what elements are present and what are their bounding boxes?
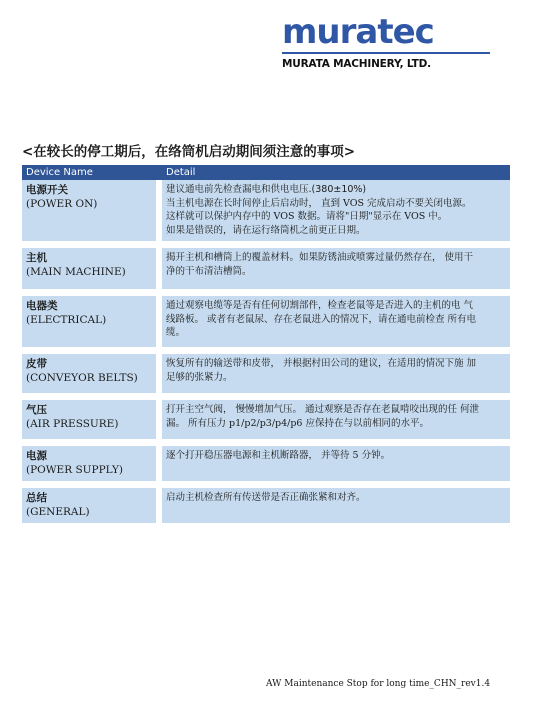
muratec-logo [282, 14, 522, 70]
device-name-cell [22, 443, 159, 485]
device-name-en: (POWER SUPPLY) [26, 464, 123, 476]
detail-cell [159, 245, 510, 293]
device-name-cn: 总结 [26, 492, 47, 504]
device-name-cell [22, 397, 159, 443]
device-name-cn: 主机 [26, 252, 47, 264]
detail-cell [159, 293, 510, 351]
detail-line: 足够的张紧力。 [166, 371, 233, 383]
device-name-cn: 电器类 [26, 300, 58, 312]
table-row [22, 485, 510, 524]
device-name-cn: 电源开关 [26, 184, 68, 196]
detail-line: 通过观察电缆等是否有任何切割部件，检查老鼠等是否进入的主机的电 气 [166, 300, 474, 311]
detail-line: 漏。 所有压力 p1/p2/p3/p4/p6 应保持在与以前相同的水平。 [166, 417, 429, 429]
device-name-cn: 气压 [26, 404, 47, 416]
device-name-en: (ELECTRICAL) [26, 314, 107, 326]
detail-line: 缆。 [166, 327, 186, 338]
detail-line: 净的干布清洁槽筒。 [166, 265, 252, 277]
device-name-cell [22, 351, 159, 397]
detail-cell [159, 351, 510, 397]
device-name-cn: 皮带 [26, 358, 47, 370]
detail-line: 打开主空气阀， 慢慢增加气压。 通过观察是否存在老鼠啃咬出现的任 何泄 [166, 404, 480, 415]
detail-cell [159, 397, 510, 443]
logo-rule [282, 52, 490, 54]
table-header-row [22, 165, 510, 180]
device-name-cell [22, 485, 159, 524]
detail-line: 当主机电源在长时间停止后启动时， 直到 VOS 完成启动不要关闭电源。 [166, 197, 472, 209]
page-title: <在较长的停工期后，在络筒机启动期间须注意的事项> [22, 144, 356, 160]
header-device-name: Device Name [22, 165, 159, 180]
table-row [22, 245, 510, 293]
company-name: MURATA MACHINERY, LTD. [282, 58, 431, 70]
logo-wordmark: muratec [282, 12, 434, 52]
detail-cell [159, 443, 510, 485]
detail-cell [159, 180, 510, 245]
footer-doc-id: AW Maintenance Stop for long time_CHN_rev1.4 [266, 679, 491, 689]
device-name-cell [22, 180, 159, 245]
detail-cell [159, 485, 510, 524]
detail-line: 这样就可以保护内存中的 VOS 数据。请将"日期"显示在 VOS 中。 [166, 211, 448, 222]
device-name-en: (POWER ON) [26, 198, 98, 210]
device-name-en: (MAIN MACHINE) [26, 266, 126, 278]
detail-line: 逐个打开稳压器电源和主机断路器， 并等待 5 分钟。 [166, 450, 391, 461]
header-detail: Detail [159, 165, 510, 180]
device-name-en: (AIR PRESSURE) [26, 418, 119, 430]
device-name-cell [22, 293, 159, 351]
detail-line: 如果是错误的，请在运行络筒机之前更正日期。 [166, 224, 366, 236]
device-name-en: (GENERAL) [26, 506, 90, 518]
table-row [22, 397, 510, 443]
detail-line: 建议通电前先检查漏电和供电电压.(380±10%) [166, 184, 367, 195]
table-row [22, 180, 510, 245]
device-name-cn: 电源 [26, 450, 47, 462]
table-row [22, 293, 510, 351]
device-name-en: (CONVEYOR BELTS) [26, 372, 138, 384]
maintenance-table [22, 165, 510, 523]
detail-line: 揭开主机和槽筒上的覆盖材料。如果防锈油或喷雾过量仍然存在， 使用干 [166, 252, 474, 263]
detail-line: 启动主机检查所有传送带是否正确张紧和对齐。 [166, 492, 366, 503]
device-name-cell [22, 245, 159, 293]
detail-line: 恢复所有的输送带和皮带， 并根据村田公司的建议，在适用的情况下施 加 [166, 358, 477, 369]
table-row [22, 443, 510, 485]
table-row [22, 351, 510, 397]
detail-line: 线路板。 或者有老鼠尿、存在老鼠进入的情况下，请在通电前检查 所有电 [166, 313, 477, 325]
